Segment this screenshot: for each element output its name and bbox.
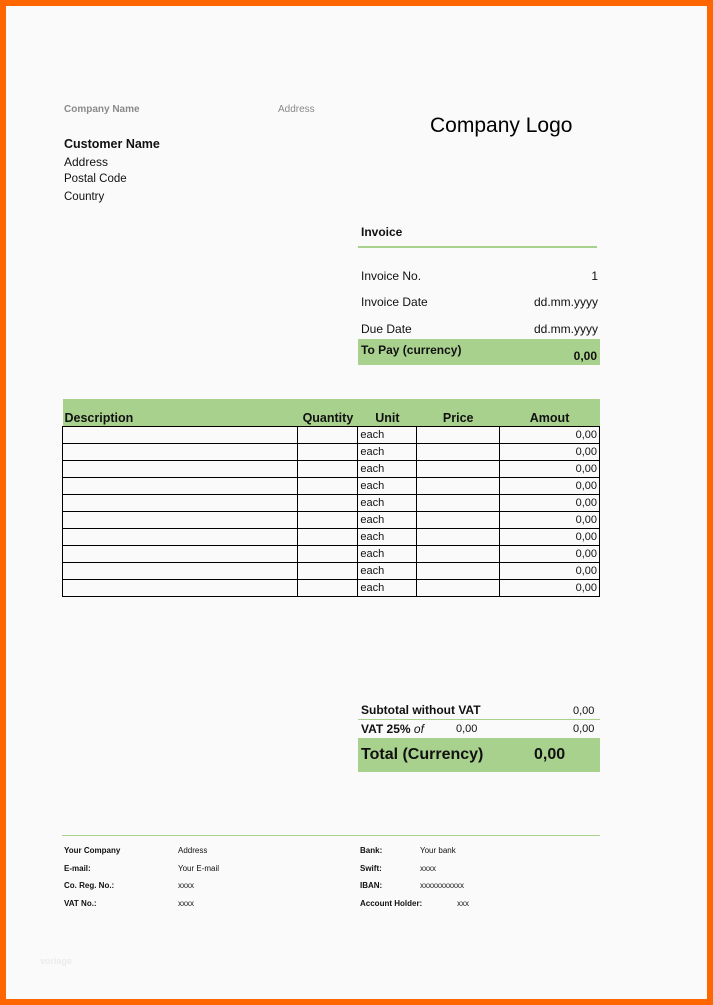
table-row xyxy=(63,495,600,512)
table-row xyxy=(63,478,600,495)
footer-value: xxxx xyxy=(178,898,194,908)
cell-price[interactable] xyxy=(417,444,500,461)
cell-unit[interactable]: each xyxy=(358,512,417,529)
footer-value: xxxxxxxxxxx xyxy=(420,881,464,890)
total-value: 0,00 xyxy=(534,746,566,763)
cell-description[interactable] xyxy=(63,427,298,444)
table-row xyxy=(63,512,600,529)
footer-label: Co. Reg. No.: xyxy=(64,881,115,890)
cell-amount[interactable]: 0,00 xyxy=(500,580,600,597)
invoice-date-value: dd.mm.yyyy xyxy=(533,295,598,309)
cell-amount[interactable]: 0,00 xyxy=(500,512,600,529)
cell-price[interactable] xyxy=(417,461,500,478)
table-header-row xyxy=(63,399,600,427)
cell-quantity[interactable] xyxy=(298,478,358,495)
cell-unit[interactable]: each xyxy=(358,580,417,597)
cell-amount[interactable]: 0,00 xyxy=(500,563,600,580)
customer-name: Customer Name xyxy=(64,137,160,151)
due-date-value: dd.mm.yyyy xyxy=(533,322,598,336)
invoice-divider xyxy=(358,246,597,248)
cell-quantity[interactable] xyxy=(298,563,358,580)
header-quantity: Quantity xyxy=(298,399,358,427)
invoice-number-value: 1 xyxy=(591,269,598,283)
footer-value: xxx xyxy=(457,898,469,908)
footer-label: Swift: xyxy=(360,863,382,873)
cell-amount[interactable]: 0,00 xyxy=(500,495,600,512)
cell-price[interactable] xyxy=(417,529,500,546)
table-row xyxy=(63,461,600,478)
cell-price[interactable] xyxy=(417,427,500,444)
cell-description[interactable] xyxy=(63,546,298,563)
cell-unit[interactable]: each xyxy=(358,563,417,580)
invoice-number-row xyxy=(358,269,598,283)
vat-label: VAT 25% xyxy=(361,722,411,736)
cell-price[interactable] xyxy=(417,563,500,580)
header-price: Price xyxy=(417,399,500,427)
invoice-date-label: Invoice Date xyxy=(361,295,428,309)
table-row xyxy=(63,580,600,597)
cell-description[interactable] xyxy=(63,563,298,580)
invoice-title: Invoice xyxy=(361,225,403,239)
cell-quantity[interactable] xyxy=(298,529,358,546)
due-date-label: Due Date xyxy=(361,322,412,336)
cell-price[interactable] xyxy=(417,478,500,495)
watermark: vorlage xyxy=(40,956,73,966)
cell-price[interactable] xyxy=(417,495,500,512)
cell-amount[interactable]: 0,00 xyxy=(500,444,600,461)
header-description: Description xyxy=(63,399,298,427)
table-row xyxy=(63,427,600,444)
vat-base: 0,00 xyxy=(456,723,478,735)
footer-label: VAT No.: xyxy=(64,898,97,908)
company-name: Company Name xyxy=(64,104,140,115)
footer-value: xxxx xyxy=(420,863,436,873)
invoice-page xyxy=(6,6,707,999)
cell-unit[interactable]: each xyxy=(358,529,417,546)
vat-value: 0,00 xyxy=(573,723,595,735)
cell-price[interactable] xyxy=(417,512,500,529)
subtotal-divider xyxy=(358,719,600,720)
total-row xyxy=(358,738,600,772)
cell-amount[interactable]: 0,00 xyxy=(500,461,600,478)
table-row xyxy=(63,529,600,546)
subtotal-value: 0,00 xyxy=(573,705,595,717)
cell-quantity[interactable] xyxy=(298,495,358,512)
footer-label: E-mail: xyxy=(64,863,91,873)
cell-unit[interactable]: each xyxy=(358,478,417,495)
cell-amount[interactable]: 0,00 xyxy=(500,529,600,546)
to-pay-value: 0,00 xyxy=(573,349,597,363)
footer-label: Account Holder: xyxy=(360,898,423,908)
footer-value: Address xyxy=(178,846,208,855)
cell-unit[interactable]: each xyxy=(358,495,417,512)
footer-label: IBAN: xyxy=(360,881,383,890)
cell-unit[interactable]: each xyxy=(358,461,417,478)
company-logo: Company Logo xyxy=(430,114,573,137)
cell-description[interactable] xyxy=(63,495,298,512)
subtotal-label: Subtotal without VAT xyxy=(361,703,481,717)
cell-price[interactable] xyxy=(417,546,500,563)
header-unit: Unit xyxy=(358,399,417,427)
footer-value: xxxx xyxy=(178,881,194,890)
cell-quantity[interactable] xyxy=(298,444,358,461)
cell-quantity[interactable] xyxy=(298,512,358,529)
footer-divider xyxy=(62,835,600,836)
cell-description[interactable] xyxy=(63,529,298,546)
customer-postal-code: Postal Code xyxy=(64,173,127,185)
vat-of: of xyxy=(413,722,424,736)
cell-unit[interactable]: each xyxy=(358,444,417,461)
cell-unit[interactable]: each xyxy=(358,546,417,563)
due-date-row xyxy=(358,322,598,336)
cell-description[interactable] xyxy=(63,444,298,461)
total-label: Total (Currency) xyxy=(361,746,484,763)
cell-quantity[interactable] xyxy=(298,461,358,478)
cell-quantity[interactable] xyxy=(298,580,358,597)
cell-amount[interactable]: 0,00 xyxy=(500,427,600,444)
footer-value: Your E-mail xyxy=(178,863,220,873)
invoice-date-row xyxy=(358,295,598,309)
cell-price[interactable] xyxy=(417,580,500,597)
cell-amount[interactable]: 0,00 xyxy=(500,478,600,495)
cell-amount[interactable]: 0,00 xyxy=(500,546,600,563)
cell-description[interactable] xyxy=(63,580,298,597)
table-row xyxy=(63,546,600,563)
line-items-table xyxy=(62,399,600,597)
cell-quantity[interactable] xyxy=(298,427,358,444)
footer-label: Your Company xyxy=(64,846,121,855)
company-address: Address xyxy=(278,104,315,115)
cell-unit[interactable]: each xyxy=(358,427,417,444)
to-pay-label: To Pay (currency) xyxy=(361,343,462,357)
cell-quantity[interactable] xyxy=(298,546,358,563)
customer-address: Address xyxy=(64,155,109,169)
table-row xyxy=(63,444,600,461)
customer-country: Country xyxy=(64,191,105,203)
to-pay-row xyxy=(358,339,600,365)
invoice-number-label: Invoice No. xyxy=(361,269,422,283)
footer-label: Bank: xyxy=(360,846,383,855)
cell-description[interactable] xyxy=(63,461,298,478)
vat-row xyxy=(361,722,424,736)
table-row xyxy=(63,563,600,580)
cell-description[interactable] xyxy=(63,512,298,529)
footer-value: Your bank xyxy=(420,846,456,855)
cell-description[interactable] xyxy=(63,478,298,495)
header-amount: Amout xyxy=(500,399,600,427)
